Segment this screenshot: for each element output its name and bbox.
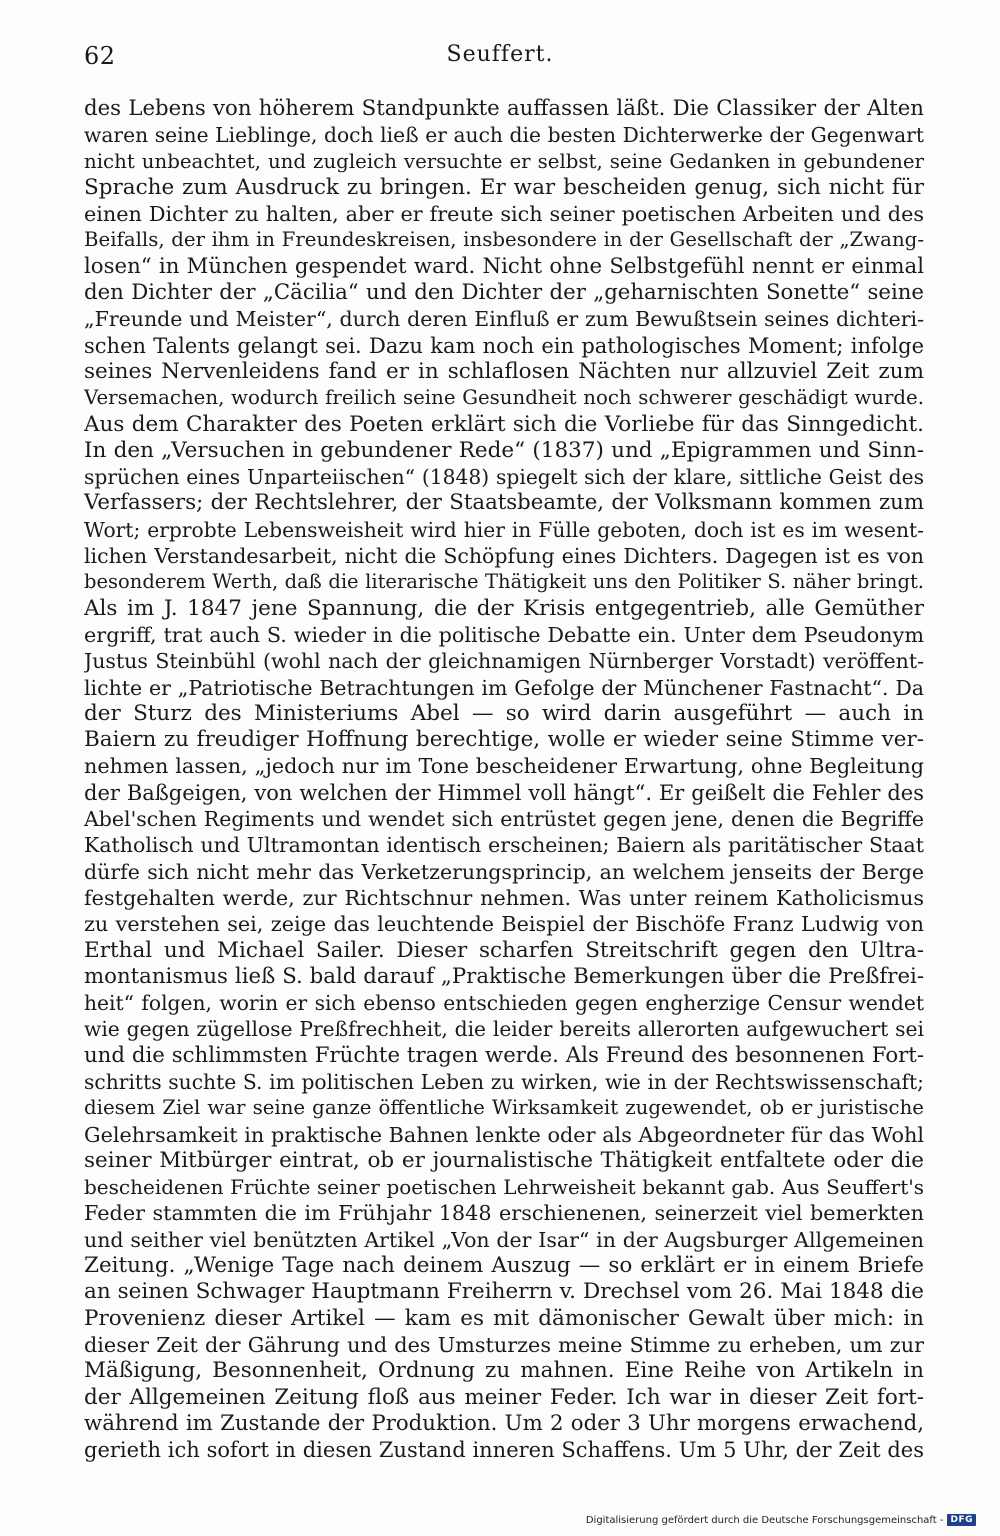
text-line: und die schlimmsten Früchte tragen werde. Als Freund des besonnenen Fort- [84,1042,924,1068]
text-line: Aus dem Charakter des Poeten erklärt sich die Vorliebe für das Sinngedicht. [84,411,924,437]
text-line: Baiern zu freudiger Hoffnung berechtige, wolle er wieder seine Stimme ver- [84,727,924,753]
text-line: nehmen lassen, „jedoch nur im Tone bescheidener Erwartung, ohne Begleitung [84,754,924,779]
text-line: Sprache zum Ausdruck zu bringen. Er war bescheiden genug, sich nicht für [84,174,924,200]
text-line: besonderem Werth, daß die literarische Thätigkeit uns den Politiker S. näher bringt. [84,570,924,594]
text-line: waren seine Lieblinge, doch ließ er auch die besten Dichterwerke der Gegenwart [84,123,924,148]
body-text [84,96,924,1463]
footer-credit: Digitalisierung gefördert durch die Deutsche Forschungsgemeinschaft - [585,1514,944,1526]
text-line: den Dichter der „Cäcilia“ und den Dichter der „geharnischten Sonette“ seine [84,280,924,306]
text-line: gerieth ich sofort in diesen Zustand inneren Schaffens. Um 5 Uhr, der Zeit des [84,1438,924,1463]
text-line: ergriff, trat auch S. wieder in die politische Debatte ein. Unter dem Pseudonym [84,622,924,647]
text-line: „Freunde und Meister“, durch deren Einfluß er zum Bewußtsein seines dichteri- [84,307,924,332]
text-line: während im Zustande der Produktion. Um 2 oder 3 Uhr morgens erwachend, [84,1410,924,1436]
text-line: Mäßigung, Besonnenheit, Ordnung zu mahnen. Eine Reihe von Artikeln in [84,1358,924,1384]
text-line: heit“ folgen, worin er sich ebenso entschieden gegen engherzige Censur wendet [84,991,924,1016]
text-line: Versemachen, wodurch freilich seine Gesundheit noch schwerer geschädigt wurde. [84,386,924,410]
text-line: lichen Verstandesarbeit, nicht die Schöpfung eines Dichters. Dagegen ist es von [84,544,924,569]
text-line: sprüchen eines Unparteiischen“ (1848) spiegelt sich der klare, sittliche Geist des [84,465,924,490]
page-number: 62 [84,42,116,70]
text-line: Provenienz dieser Artikel — kam es mit dämonischer Gewalt über mich: in [84,1305,924,1331]
text-line: Verfassers; der Rechtslehrer, der Staatsbeamte, der Volksmann kommen zum [84,490,924,516]
text-line: des Lebens von höherem Standpunkte auffassen läßt. Die Classiker der Alten [84,96,924,121]
text-line: festgehalten werde, zur Richtschnur nehmen. Was unter reinem Katholicismus [84,885,924,910]
text-line: Gelehrsamkeit in praktische Bahnen lenkte oder als Abgeordneter für das Wohl [84,1122,924,1147]
text-line: seiner Mitbürger eintrat, ob er journalistische Thätigkeit entfaltete oder die [84,1147,924,1173]
text-line: der Sturz des Ministeriums Abel — so wird darin ausgeführt — auch in [84,700,924,726]
text-line: Zeitung. „Wenige Tage nach deinem Auszug — so erklärt er in einem Briefe [84,1253,924,1279]
text-line: Als im J. 1847 jene Spannung, die der Krisis entgegentrieb, alle Gemüther [84,595,924,621]
text-line: losen“ in München gespendet ward. Nicht ohne Selbstgefühl nennt er einmal [84,253,924,279]
text-line: Erthal und Michael Sailer. Dieser scharfen Streitschrift gegen den Ultra- [84,937,924,963]
text-line: lichte er „Patriotische Betrachtungen im Gefolge der Münchener Fastnacht“. Da [84,675,924,700]
text-line: seines Nervenleidens fand er in schlaflosen Nächten nur allzuviel Zeit zum [84,358,924,384]
text-line: Abel'schen Regiments und wendet sich entrüstet gegen jene, denen die Begriffe [84,807,924,832]
text-line: an seinen Schwager Hauptmann Freiherrn v. Drechsel vom 26. Mai 1848 die [84,1279,924,1305]
text-line: nicht unbeachtet, und zugleich versuchte er selbst, seine Gedanken in gebundener [84,149,924,173]
text-line: Justus Steinbühl (wohl nach der gleichnamigen Nürnberger Vorstadt) veröffent- [84,649,924,674]
text-line: diesem Ziel war seine ganze öffentliche Wirksamkeit zugewendet, ob er juristische [84,1096,924,1120]
text-line: Beifalls, der ihm in Freundeskreisen, insbesondere in der Gesellschaft der „Zwang- [84,228,924,252]
text-line: Feder stammten die im Frühjahr 1848 erschienenen, seinerzeit viel bemerkten [84,1201,924,1226]
text-line: und seither viel benützten Artikel „Von der Isar“ in der Augsburger Allgemeinen [84,1227,924,1252]
text-line: dürfe sich nicht mehr das Verketzerungsprincip, an welchem jenseits der Berge [84,859,924,884]
text-line: montanismus ließ S. bald darauf „Praktische Bemerkungen über die Preßfrei- [84,963,924,989]
text-line: schen Talents gelangt sei. Dazu kam noch ein pathologisches Moment; infolge [84,333,924,358]
text-line: der Allgemeinen Zeitung floß aus meiner Feder. Ich war in dieser Zeit fort- [84,1384,924,1410]
running-head: Seuffert. [446,42,554,67]
text-line: Wort; erprobte Lebensweisheit wird hier in Fülle geboten, doch ist es im wesent- [84,517,924,542]
text-line: einen Dichter zu halten, aber er freute sich seiner poetischen Arbeiten und des [84,202,924,227]
text-line: wie gegen zügellose Preßfrechheit, die leider bereits allerorten aufgewuchert sei [84,1017,924,1042]
text-line: In den „Versuchen in gebundener Rede“ (1837) und „Epigrammen und Sinn- [84,437,924,463]
text-line: bescheidenen Früchte seiner poetischen Lehrweisheit bekannt gab. Aus Seuffert's [84,1175,924,1200]
text-line: zu verstehen sei, zeige das leuchtende Beispiel der Bischöfe Franz Ludwig von [84,912,924,937]
text-line: schritts suchte S. im politischen Leben zu wirken, wie in der Rechtswissenschaft; [84,1069,924,1094]
text-line: der Baßgeigen, von welchen der Himmel voll hängt“. Er geißelt die Fehler des [84,780,924,805]
digitization-footer [586,1514,976,1526]
text-line: dieser Zeit der Gährung und des Umsturzes meine Stimme zu erheben, um zur [84,1332,924,1357]
dfg-logo-icon: DFG [947,1514,976,1526]
text-line: Katholisch und Ultramontan identisch erscheinen; Baiern als paritätischer Staat [84,833,924,858]
